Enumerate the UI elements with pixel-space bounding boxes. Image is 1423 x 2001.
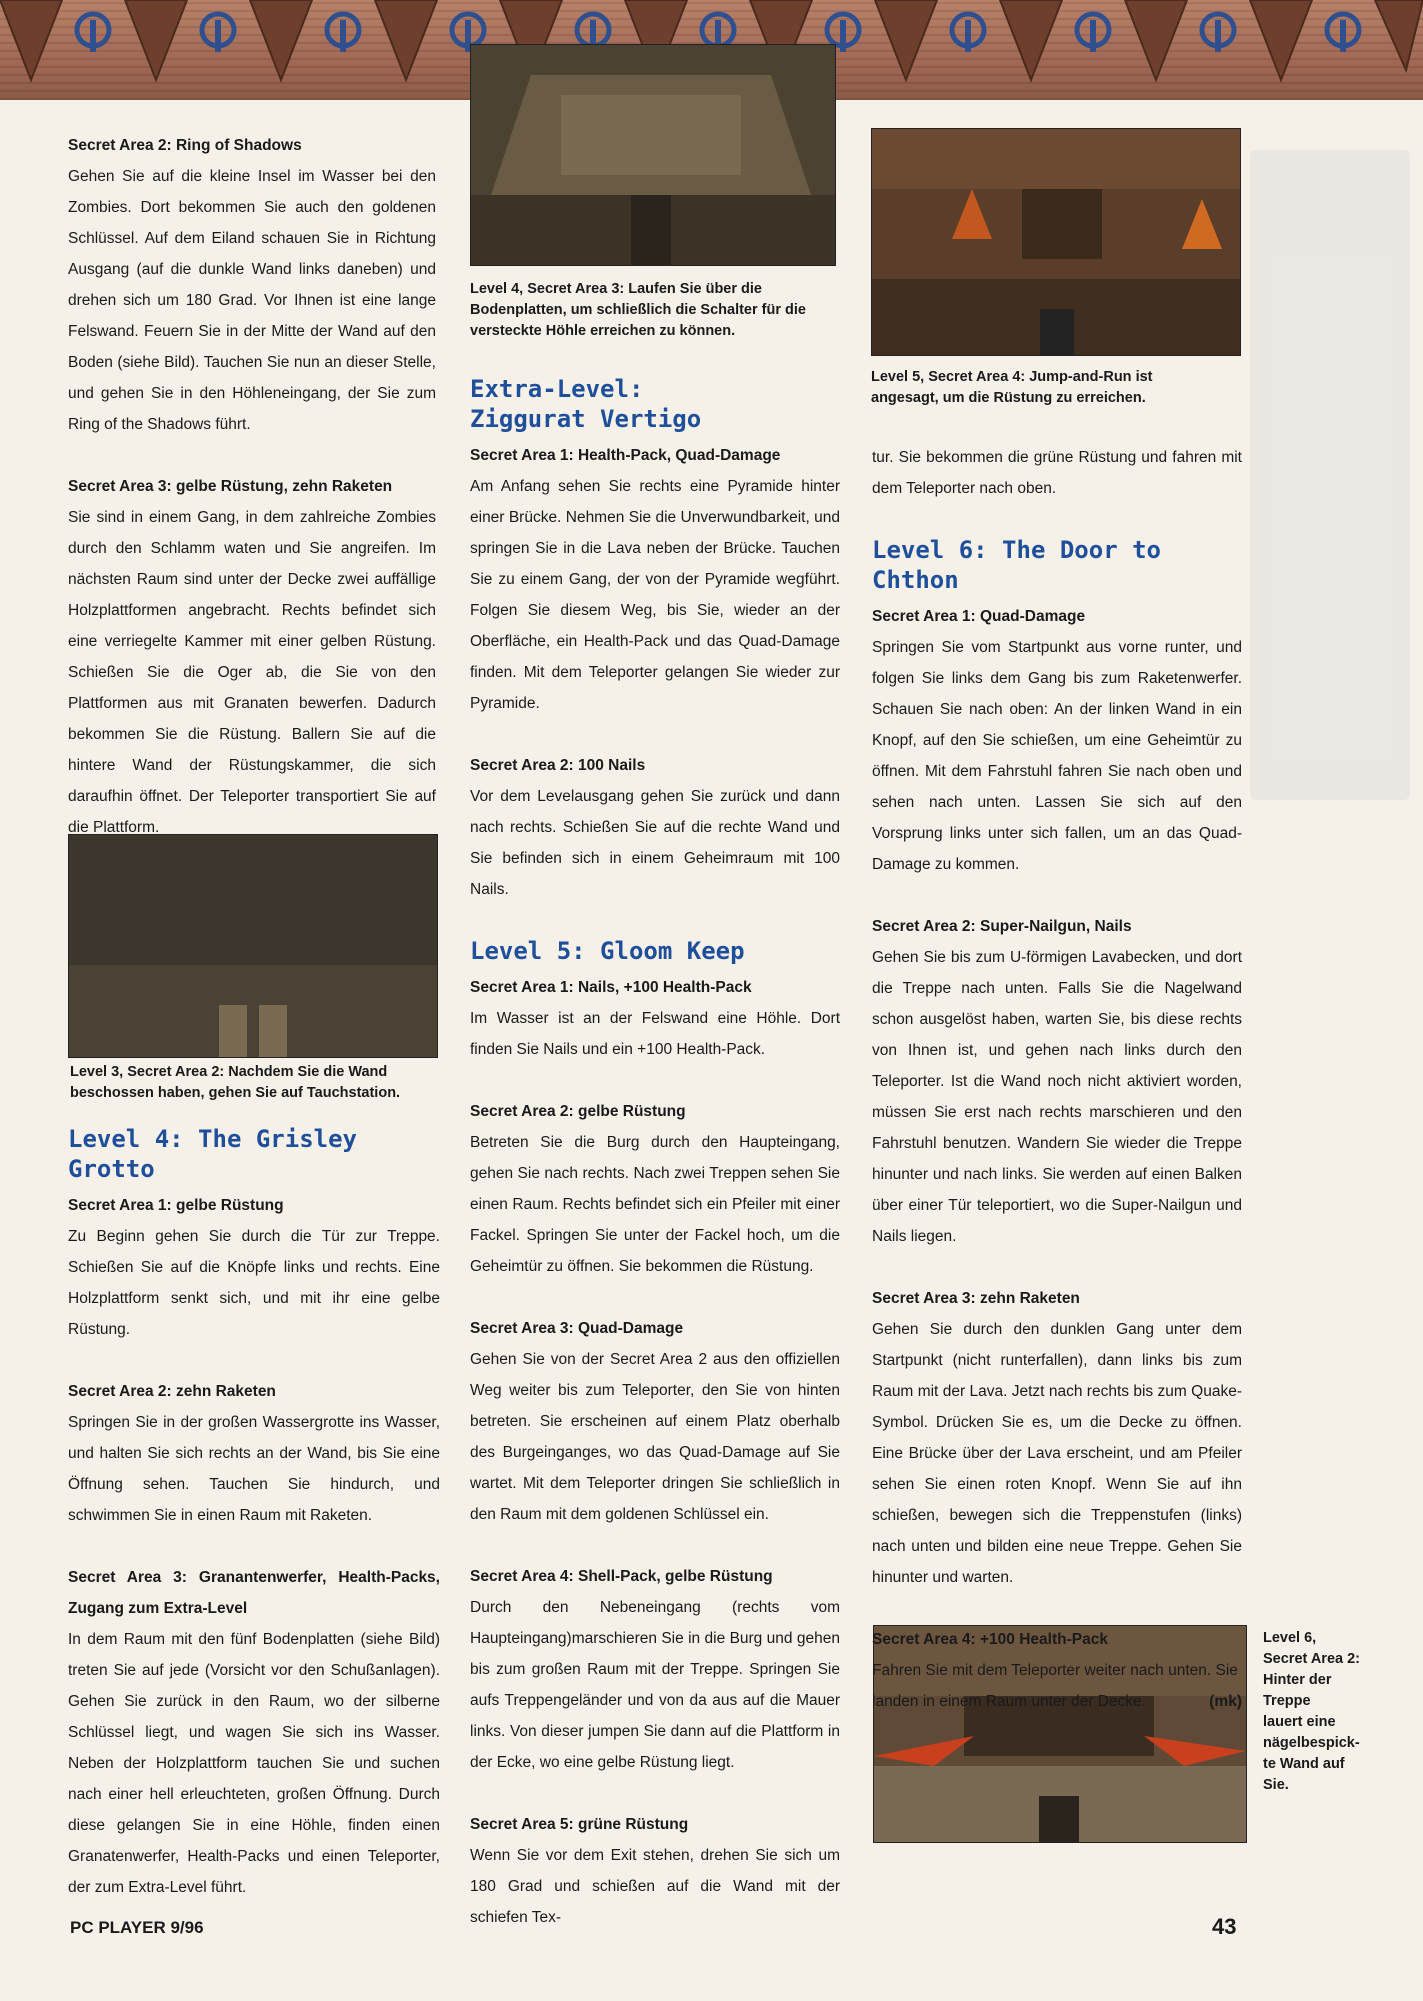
caption-level4-secret3: Level 4, Secret Area 3: Laufen Sie über die Bodenplatten, um schließlich die Schalter für die versteckte Höhle erreichen zu können. xyxy=(470,281,806,339)
caption-line: Sie. xyxy=(1263,1777,1289,1793)
section-title: Secret Area 1: gelbe Rüstung xyxy=(68,1197,284,1214)
section xyxy=(470,1313,840,1530)
section-body: In dem Raum mit den fünf Bodenplatten (siehe Bild) treten Sie auf jede (Vorsicht vor den Schußanlagen). Gehen Sie zurück in den Raum, wo der silberne Schlüssel liegt, und wagen Sie sich ins Wasser. Neben der Holzplattform tauchen Sie und suchen nach einer hell erleuchteten, großen Öffnung. Durch diese gelangen Sie in eine Höhle, finden einen Granatenwerfer, Health-Packs und einen Teleporter, der zum Extra-Level führt. xyxy=(68,1631,440,1896)
section-title: Secret Area 3: Granantenwerfer, Health-Packs, Zugang zum Extra-Level xyxy=(68,1569,440,1617)
caption-line: te Wand auf xyxy=(1263,1756,1345,1772)
section-title: Secret Area 2: Ring of Shadows xyxy=(68,137,302,154)
caption-line: Level 6, xyxy=(1263,1630,1317,1646)
author-signature: (mk) xyxy=(1209,1693,1242,1710)
column-1-bottom xyxy=(68,1124,440,1934)
section-body: Betreten Sie die Burg durch den Haupteingang, gehen Sie nach rechts. Nach zwei Treppen sehen Sie einen Raum. Rechts befindet sich ein Pfeiler mit einer Fackel. Springen Sie unter der Fackel hoch, um die Geheimtür zu öffnen. Sie bekommen die Rüstung. xyxy=(470,1134,840,1275)
screenshot-image xyxy=(872,129,1240,355)
section-body: Vor dem Levelausgang gehen Sie zurück und dann nach rechts. Schießen Sie auf die rechte Wand und Sie befinden sich in einem Geheimraum mit 100 Nails. xyxy=(470,788,840,898)
section-body: Gehen Sie von der Secret Area 2 aus den offiziellen Weg weiter bis zum Teleporter, den Sie von hinten betreten. Sie erscheinen auf einem Platz oberhalb des Burgeinganges, wo das Quad-Damage auf Sie wartet. Mit dem Teleporter dringen Sie schließlich in den Raum mit dem goldenen Schlüssel ein. xyxy=(470,1351,840,1523)
section xyxy=(470,972,840,1065)
section-body: Zu Beginn gehen Sie durch die Tür zur Treppe. Schießen Sie auf die Knöpfe links und rechts. Eine Holzplattform senkt sich, und mit ihr eine gelbe Rüstung. xyxy=(68,1228,440,1338)
section-title: Secret Area 3: zehn Raketen xyxy=(872,1290,1080,1307)
section-title: Secret Area 3: Quad-Damage xyxy=(470,1320,684,1337)
footer-magazine: PC PLAYER 9/96 xyxy=(70,1918,204,1937)
section-body: Fahren Sie mit dem Teleporter weiter nach unten. Sie landen in einem Raum unter der Decke. xyxy=(872,1662,1238,1710)
heading-level5: Level 5: Gloom Keep xyxy=(470,937,745,965)
continuation-text: tur. Sie bekommen die grüne Rüstung und fahren mit dem Teleporter nach oben. xyxy=(872,449,1242,497)
section-title: Secret Area 4: +100 Health-Pack xyxy=(872,1631,1108,1648)
section xyxy=(470,440,840,719)
caption-line: Hinter der xyxy=(1263,1672,1332,1688)
section-title: Secret Area 2: Super-Nailgun, Nails xyxy=(872,918,1132,935)
caption-line: lauert eine xyxy=(1263,1714,1336,1730)
column-2 xyxy=(470,374,840,1964)
section xyxy=(68,1190,440,1345)
section-body: Im Wasser ist an der Felswand eine Höhle. Dort finden Sie Nails und ein +100 Health-Pack. xyxy=(470,1010,840,1058)
screenshot-level4-secret3 xyxy=(470,44,836,266)
heading-level4: Level 4: The Grisley Grotto xyxy=(68,1125,357,1183)
footer-page-number: 43 xyxy=(1212,1914,1237,1939)
section-body: Springen Sie vom Startpunkt aus vorne runter, und folgen Sie links dem Gang bis zum Raketenwerfer. Schauen Sie nach oben: An der linken Wand in ein Knopf, auf den Sie schießen, um eine Geheimtür zu öffnen. Mit dem Fahrstuhl fahren Sie nach oben und sehen nach unten. Lassen Sie sich auf den Vorsprung links unter sich fallen, um an das Quad-Damage zu kommen. xyxy=(872,639,1242,873)
heading-level6: Level 6: The Door to Chthon xyxy=(872,536,1161,594)
section-body: Sie sind in einem Gang, in dem zahlreiche Zombies durch den Schlamm waten und Sie angreifen. Im nächsten Raum sind unter der Decke zwei auffällige Holzplattformen angebracht. Rechts befindet sich eine verriegelte Kammer mit einer gelben Rüstung. Schießen Sie die Oger ab, die Sie von den Plattformen aus mit Granaten bewerfen. Dadurch bekommen Sie die Rüstung. Ballern Sie auf die hintere Wand der Rüstungskammer, die sich daraufhin öffnet. Der Teleporter transportiert Sie auf die Plattform. xyxy=(68,509,436,836)
section-title: Secret Area 5: grüne Rüstung xyxy=(470,1816,689,1833)
section-body: Gehen Sie durch den dunklen Gang unter dem Startpunkt (nicht runterfallen), dann links bis zum Raum mit der Lava. Jetzt nach rechts bis zum Quake-Symbol. Drücken Sie es, um die Decke zu öffnen. Eine Brücke über der Lava erscheint, und am Pfeiler sehen Sie einen roten Knopf. Wenn Sie auf ihn schießen, bewegen sich die Treppenstufen (links) nach unten und bilden eine neue Treppe. Gehen Sie hinunter und warten. xyxy=(872,1321,1242,1586)
section-title: Secret Area 3: gelbe Rüstung, zehn Raketen xyxy=(68,478,393,495)
section xyxy=(470,1561,840,1778)
caption-line: Treppe xyxy=(1263,1693,1311,1709)
section-title: Secret Area 1: Quad-Damage xyxy=(872,608,1086,625)
column-1-top xyxy=(68,130,436,874)
section-body: Gehen Sie bis zum U-förmigen Lavabecken, und dort die Treppe nach unten. Falls Sie die Nagelwand schon ausgelöst haben, warten Sie, bis diese rechts von Ihnen ist, und gehen nach links durch den Teleporter. Ist die Wand noch nicht aktiviert worden, müssen Sie erst nach rechts marschieren und den Fahrstuhl benutzen. Wandern Sie wieder die Treppe hinunter und nach links. Sie werden auf einen Balken über einer Tür teleportiert, wo die Super-Nailgun und Nails liegen. xyxy=(872,949,1242,1245)
screenshot-level5-secret4 xyxy=(871,128,1241,356)
section xyxy=(872,601,1242,880)
section xyxy=(68,471,436,843)
section-body: Springen Sie in der großen Wassergrotte ins Wasser, und halten Sie sich rechts an der Wand, bis Sie eine Öffnung sehen. Tauchen Sie hindurch, und schwimmen Sie in einen Raum mit Raketen. xyxy=(68,1414,440,1524)
column-3 xyxy=(872,442,1242,1748)
section-title: Secret Area 2: 100 Nails xyxy=(470,757,646,774)
heading-extra-level: Extra-Level: Ziggurat Vertigo xyxy=(470,375,702,433)
caption-level3-secret2: Level 3, Secret Area 2: Nachdem Sie die Wand beschossen haben, gehen Sie auf Tauchstation. xyxy=(70,1064,401,1101)
bleed-through-shape xyxy=(1250,150,1410,800)
section xyxy=(872,1283,1242,1593)
section-body: Gehen Sie auf die kleine Insel im Wasser bei den Zombies. Dort bekommen Sie auch den goldenen Schlüssel. Auf dem Eiland schauen Sie in Richtung Ausgang (auf die dunkle Wand links daneben) und drehen sich um 180 Grad. Vor Ihnen ist eine lange Felswand. Feuern Sie in der Mitte der Wand auf den Boden (siehe Bild). Tauchen Sie nun an dieser Stelle, und gehen Sie in den Höhleneingang, der Sie zum Ring of the Shadows führt. xyxy=(68,168,436,433)
section-body: Am Anfang sehen Sie rechts eine Pyramide hinter einer Brücke. Nehmen Sie die Unverwundbarkeit, und springen Sie in die Lava neben der Brücke. Tauchen Sie zu einem Gang, der von der Pyramide wegführt. Folgen Sie diesem Weg, bis Sie, wieder an der Oberfläche, ein Health-Pack und das Quad-Damage finden. Mit dem Teleporter gelangen Sie wieder zur Pyramide. xyxy=(470,478,840,712)
section xyxy=(872,1624,1242,1717)
section-body: Durch den Nebeneingang (rechts vom Haupteingang)marschieren Sie in die Burg und gehen bis zum großen Raum mit der Treppe. Springen Sie aufs Treppengeländer und von da aus auf die Mauer links. Von dieser jumpen Sie dann auf die Plattform in der Ecke, wo eine gelbe Rüstung liegt. xyxy=(470,1599,840,1771)
section-title: Secret Area 2: zehn Raketen xyxy=(68,1383,276,1400)
section xyxy=(470,750,840,905)
caption-level6-secret2 xyxy=(1263,1628,1413,1796)
section-title: Secret Area 1: Nails, +100 Health-Pack xyxy=(470,979,752,996)
section-title: Secret Area 4: Shell-Pack, gelbe Rüstung xyxy=(470,1568,773,1585)
screenshot-image xyxy=(471,45,835,265)
section xyxy=(470,1096,840,1282)
section xyxy=(68,1562,440,1903)
section-title: Secret Area 2: gelbe Rüstung xyxy=(470,1103,686,1120)
section-body: Wenn Sie vor dem Exit stehen, drehen Sie sich um 180 Grad und schießen auf die Wand mit der schiefen Tex- xyxy=(470,1847,840,1926)
caption-line: Secret Area 2: xyxy=(1263,1651,1360,1667)
section-title: Secret Area 1: Health-Pack, Quad-Damage xyxy=(470,447,781,464)
caption-level5-secret4: Level 5, Secret Area 4: Jump-and-Run ist angesagt, um die Rüstung zu erreichen. xyxy=(871,369,1153,406)
section xyxy=(68,1376,440,1531)
section xyxy=(470,1809,840,1933)
caption-line: nägelbespick- xyxy=(1263,1735,1360,1751)
section xyxy=(872,911,1242,1252)
section xyxy=(68,130,436,440)
